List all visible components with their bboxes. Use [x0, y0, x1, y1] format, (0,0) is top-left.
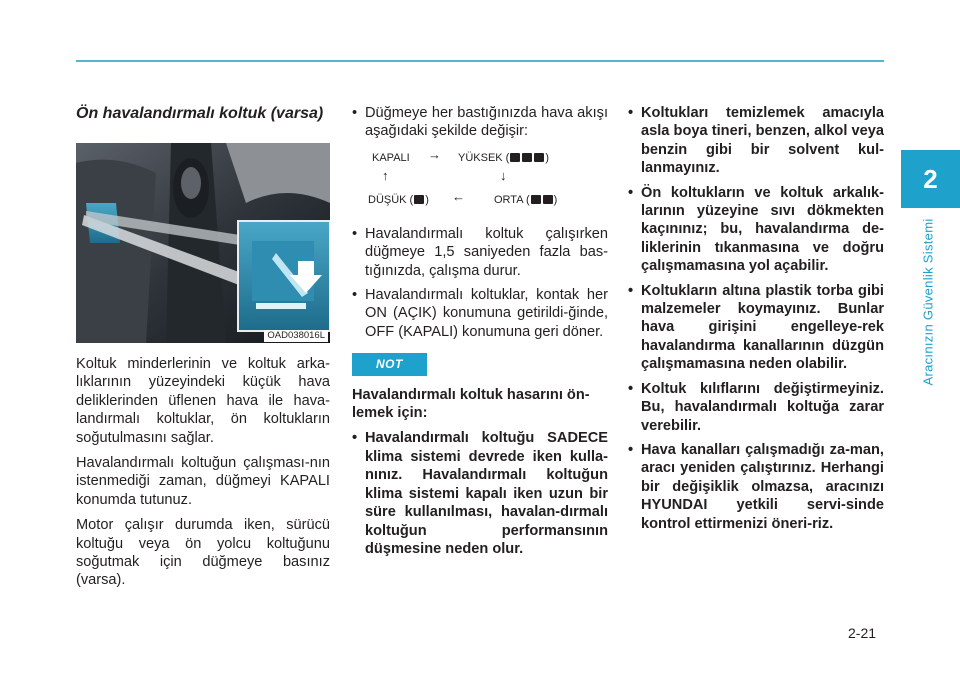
list-item: • Düğmeye her bastığınızda hava akışı aşağıdaki şekilde değişir: — [352, 105, 608, 140]
bullet-list — [352, 104, 608, 141]
medium-label: ORTA ( ) — [494, 193, 558, 206]
airflow-cycle-diagram — [352, 147, 608, 219]
list-item: • Koltuk kılıflarını değiştirmeyiniz. Bu, havalandırmalı koltuğa zarar verebilir. — [628, 380, 884, 434]
paragraph: Motor çalışır durumda iken, sürücü koltuğu veya ön yolcu koltuğunu soğutmak için düğmeye basınız (varsa). — [76, 517, 330, 589]
paragraph: Koltuk minderlerinin ve koltuk arka-lıklarının yüzeyindeki küçük hava deliklerinden üflenen hava ile hava-landırmalı koltuklar, ön koltukların soğutulmasını sağlar. — [76, 356, 330, 446]
arrow-up-icon: ↑ — [382, 167, 389, 183]
list-item: • Koltukları temizlemek amacıyla asla boya tineri, benzen, alkol veya benzin gibi bir solvent kul-lanmayınız. — [628, 105, 884, 177]
list-item: • Ön koltukların ve koltuk arkalık-larının yüzeyine sıvı dökmekten kaçınınız; bu, havalandırma de-liklerinin tıkanmasına ve doğru çalışmamasına yol açabilir. — [628, 184, 884, 275]
low-label: DÜŞÜK ( ) — [368, 193, 429, 206]
warning-bullet-list — [628, 104, 884, 533]
list-item: • Havalandırmalı koltuk çalışırken düğmeye 1,5 saniyeden fazla bas-tığınızda, çalışma durur. — [352, 225, 608, 279]
ventilated-seat-photo — [76, 143, 330, 343]
list-item: • Havalandırmalı koltuğu SADECE klima sistemi devrede iken kulla-nınız. Havalandırmalı koltuğun klima sistemi kapalı iken uzun bir süre kullanılması, havalan-dırmalı koltuğun performansının düşmesine neden olur. — [352, 430, 608, 557]
page-number: 2-21 — [848, 625, 877, 641]
column-1 — [76, 104, 330, 597]
header-rule — [76, 60, 884, 62]
list-item: • Hava kanalları çalışmadığı za-man, aracı yeniden çalıştırınız. Herhangi bir değişiklik olmazsa, aracınızı HYUNDAI yetkili servi-sinde kontrol ettirmenizi öneri-riz. — [628, 441, 884, 532]
chapter-number: 2 — [923, 163, 938, 194]
column-3 — [628, 104, 884, 539]
bullet-list — [352, 225, 608, 341]
list-item: • Havalandırmalı koltuklar, kontak her ON (AÇIK) konumuna getirildi-ğinde, OFF (KAPALI) konumuna geri döner. — [352, 287, 608, 340]
high-label: YÜKSEK ( ) — [458, 151, 550, 164]
chapter-title: Aracınızın Güvenlik Sistemi — [920, 218, 936, 386]
note-badge: NOT — [352, 353, 427, 375]
note-heading: Havalandırmalı koltuk hasarını ön-lemek için: — [352, 386, 590, 422]
image-code: OAD038016L — [264, 330, 328, 342]
section-heading: Ön havalandırmalı koltuk (varsa) — [76, 105, 324, 122]
chapter-side-label — [918, 218, 938, 386]
column-2 — [352, 104, 608, 564]
arrow-down-icon: ↓ — [500, 167, 507, 183]
arrow-left-icon: ← — [452, 188, 465, 204]
off-label: KAPALI — [372, 151, 410, 164]
chapter-tab — [901, 150, 960, 208]
list-item: • Koltukların altına plastik torba gibi malzemeler koymayınız. Bunlar hava girişini engelleye-rek havalandırma kanallarının düzgün çalışmamasına neden olabilir. — [628, 282, 884, 373]
note-bullet-list — [352, 429, 608, 558]
paragraph: Havalandırmalı koltuğun çalışması-nın istenmediği zaman, düğmeyi KAPALI konumda tutunuz. — [76, 455, 330, 508]
console-illustration — [76, 143, 330, 343]
arrow-right-icon: → — [428, 146, 441, 162]
